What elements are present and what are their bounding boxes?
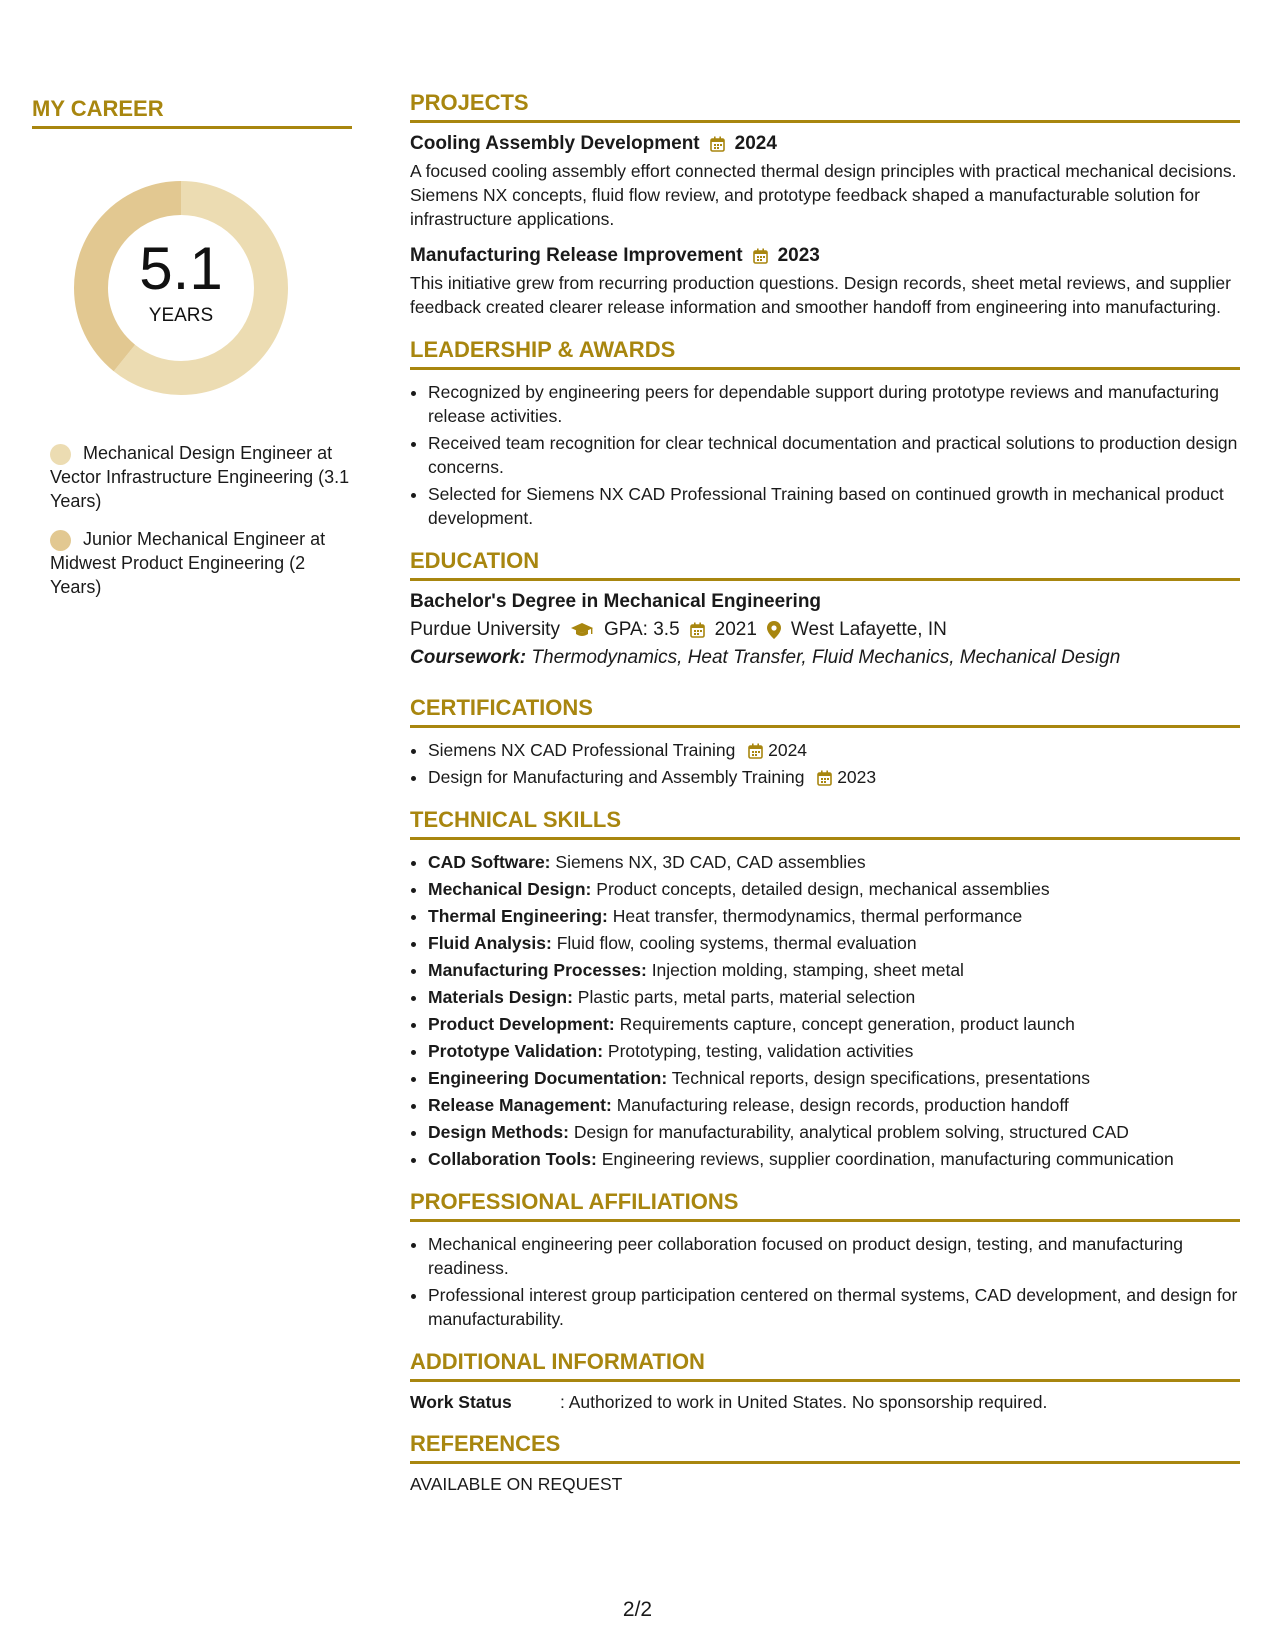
skill-value: Engineering reviews, supplier coordination, manufacturing communication (601, 1149, 1174, 1169)
work-status-row (410, 1392, 1240, 1413)
section-title: PROJECTS (410, 90, 1240, 123)
main-content (410, 90, 1240, 1513)
calendar-icon (690, 622, 705, 638)
cert-name: Siemens NX CAD Professional Training (428, 740, 736, 760)
skill-item (428, 904, 1240, 928)
section-title: LEADERSHIP & AWARDS (410, 337, 1240, 370)
skill-item (428, 1147, 1240, 1171)
section-title: TECHNICAL SKILLS (410, 807, 1240, 840)
skill-label: Release Management: (428, 1095, 612, 1115)
career-donut-chart (66, 173, 296, 403)
skill-value: Design for manufacturability, analytical problem solving, structured CAD (573, 1122, 1129, 1142)
list-item (428, 738, 1240, 762)
skill-item (428, 850, 1240, 874)
section-title: PROFESSIONAL AFFILIATIONS (410, 1189, 1240, 1222)
skill-item (428, 877, 1240, 901)
skill-item (428, 1066, 1240, 1090)
project-year: 2023 (777, 245, 820, 266)
references-section (410, 1431, 1240, 1495)
work-status-label: Work Status (410, 1392, 512, 1412)
career-title: MY CAREER (32, 96, 352, 129)
coursework-value: Thermodynamics, Heat Transfer, Fluid Mechanics, Mechanical Design (531, 647, 1121, 668)
calendar-icon (753, 248, 768, 264)
list-item: • Professional interest group participation centered on thermal systems, CAD development, and design for manufacturability. (428, 1283, 1240, 1331)
skill-item (428, 958, 1240, 982)
skill-label: Product Development: (428, 1014, 615, 1034)
skill-item (428, 985, 1240, 1009)
career-item-text: Mechanical Design Engineer at Vector Infrastructure Engineering (3.1 Years) (50, 443, 350, 511)
education-section (410, 548, 1240, 669)
list-item: • Recognized by engineering peers for dependable support during prototype reviews and manufacturing release activities. (428, 380, 1240, 428)
skill-value: Manufacturing release, design records, production handoff (616, 1095, 1069, 1115)
calendar-icon (748, 743, 763, 759)
skill-value: Technical reports, design specifications, presentations (671, 1068, 1091, 1088)
gpa: GPA: 3.5 (603, 619, 680, 640)
skill-label: Engineering Documentation: (428, 1068, 668, 1088)
section-title: EDUCATION (410, 548, 1240, 581)
career-legend (32, 441, 352, 599)
project-year: 2024 (734, 133, 777, 154)
coursework (410, 647, 1240, 669)
graduation-year: 2021 (714, 619, 757, 640)
affiliations-section (410, 1189, 1240, 1331)
section-title: CERTIFICATIONS (410, 695, 1240, 728)
skill-label: Manufacturing Processes: (428, 960, 647, 980)
graduation-cap-icon (570, 622, 594, 638)
skill-item (428, 1012, 1240, 1036)
location-pin-icon (767, 621, 781, 639)
school-location: West Lafayette, IN (790, 619, 947, 640)
skill-label: Prototype Validation: (428, 1041, 604, 1061)
page-number: 2/2 (622, 1598, 653, 1621)
section-title: REFERENCES (410, 1431, 1240, 1464)
skill-value: Injection molding, stamping, sheet metal (651, 960, 964, 980)
skill-value: Fluid flow, cooling systems, thermal evaluation (556, 933, 917, 953)
career-item (50, 527, 352, 599)
career-sidebar (32, 96, 352, 613)
project-description: A focused cooling assembly effort connected thermal design principles with practical mechanical decisions. Siemens NX concepts, fluid flow review, and prototype feedback shaped a manufacturable solution for infrastructure applications. (410, 161, 1237, 229)
skill-label: Materials Design: (428, 987, 573, 1007)
projects-section (410, 90, 1240, 319)
skill-item (428, 931, 1240, 955)
school-name: Purdue University (410, 619, 560, 640)
skill-value: Siemens NX, 3D CAD, CAD assemblies (555, 852, 866, 872)
cert-year: 2023 (837, 767, 877, 787)
skill-label: CAD Software: (428, 852, 551, 872)
project-description: This initiative grew from recurring production questions. Design records, sheet metal reviews, and supplier feedback created clearer release information and smoother handoff from engineering into manufacturing. (410, 273, 1231, 317)
work-status-value: : Authorized to work in United States. No sponsorship required. (560, 1392, 1048, 1412)
total-years-value: 5.1 (139, 235, 223, 302)
calendar-icon (710, 136, 725, 152)
project-name: Manufacturing Release Improvement (410, 245, 743, 266)
section-title: ADDITIONAL INFORMATION (410, 1349, 1240, 1382)
project-heading (410, 245, 1240, 267)
skills-list (410, 850, 1240, 1171)
project-name: Cooling Assembly Development (410, 133, 700, 154)
education-details (410, 619, 1240, 641)
certifications-section (410, 695, 1240, 789)
skill-value: Prototyping, testing, validation activities (607, 1041, 914, 1061)
calendar-icon (817, 770, 832, 786)
degree-name: Bachelor's Degree in Mechanical Engineering (410, 591, 822, 612)
skill-value: Requirements capture, concept generation, product launch (619, 1014, 1075, 1034)
career-item-text: Junior Mechanical Engineer at Midwest Product Engineering (2 Years) (50, 529, 326, 597)
skill-label: Mechanical Design: (428, 879, 592, 899)
cert-year: 2024 (768, 740, 808, 760)
project-heading (410, 133, 1240, 155)
skill-item (428, 1093, 1240, 1117)
legend-dot (50, 530, 71, 551)
list-item: • Selected for Siemens NX CAD Professional Training based on continued growth in mechanical product development. (428, 482, 1240, 530)
skill-item (428, 1120, 1240, 1144)
skills-section (410, 807, 1240, 1171)
affiliations-list (410, 1232, 1240, 1331)
skill-label: Thermal Engineering: (428, 906, 608, 926)
career-item (50, 441, 352, 513)
additional-section (410, 1349, 1240, 1413)
skill-value: Heat transfer, thermodynamics, thermal performance (612, 906, 1023, 926)
legend-dot (50, 444, 71, 465)
certifications-list (410, 738, 1240, 789)
skill-label: Collaboration Tools: (428, 1149, 597, 1169)
leadership-section (410, 337, 1240, 530)
list-item: • Mechanical engineering peer collaboration focused on product design, testing, and manufacturing readiness. (428, 1232, 1240, 1280)
skill-value: Plastic parts, metal parts, material selection (577, 987, 916, 1007)
skill-value: Product concepts, detailed design, mechanical assemblies (596, 879, 1050, 899)
list-item: • Received team recognition for clear technical documentation and practical solutions to production design concerns. (428, 431, 1240, 479)
list-item (428, 765, 1240, 789)
coursework-label: Coursework: (410, 647, 527, 668)
cert-name: Design for Manufacturing and Assembly Training (428, 767, 805, 787)
leadership-list (410, 380, 1240, 530)
skill-item (428, 1039, 1240, 1063)
skill-label: Fluid Analysis: (428, 933, 552, 953)
skill-label: Design Methods: (428, 1122, 569, 1142)
total-years-unit: YEARS (148, 305, 214, 326)
references-text: AVAILABLE ON REQUEST (410, 1474, 623, 1494)
